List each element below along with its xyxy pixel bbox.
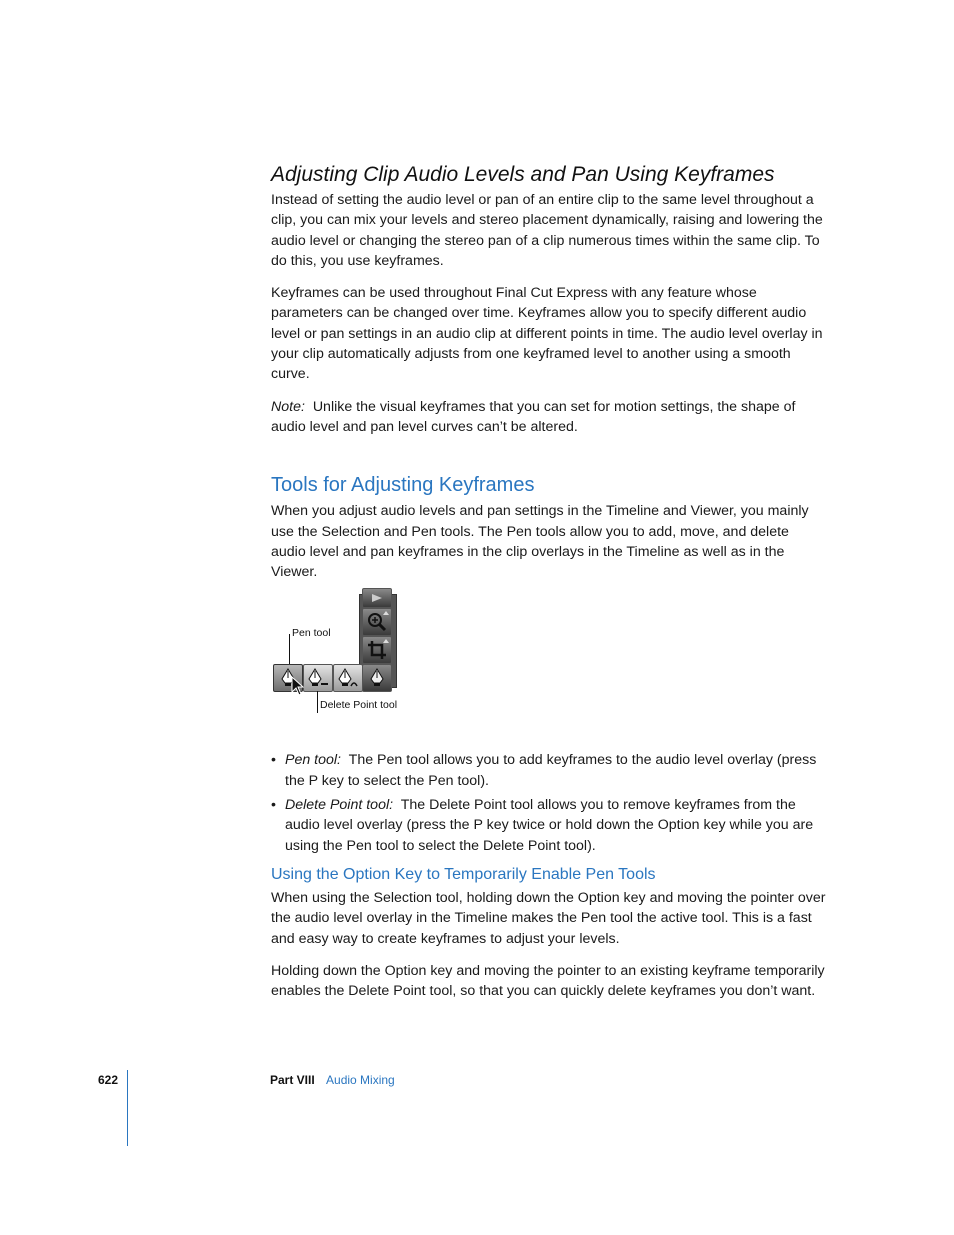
section-title: Adjusting Clip Audio Levels and Pan Using Keyframes: [271, 163, 775, 186]
pen-icon[interactable]: [362, 664, 392, 692]
list-item-label: Delete Point tool:: [285, 797, 394, 814]
paragraph: Holding down the Option key and moving the pointer to an existing keyframe temporarily enables the Delete Point tool, so that you can quickly delete keyframes you don’t want.: [271, 962, 825, 1000]
pen-tools-figure: [271, 594, 826, 744]
selection-icon: [362, 588, 392, 608]
paragraph: When you adjust audio levels and pan settings in the Timeline and Viewer, you mainly use the Selection and Pen tools. The Pen tools allow you to add, move, and delete audio level and pan keyframes in the clip overlays in the Timeline as well as in the Viewer.: [271, 503, 809, 581]
delete-point-callout: Delete Point tool: [320, 699, 398, 712]
list-item: • Pen tool: The Pen tool allows you to add keyframes to the audio level overlay (press the P key to select the Pen tool).: [271, 752, 817, 789]
option-key-title: Using the Option Key to Temporarily Enable Pen Tools: [271, 865, 656, 883]
list-item-text: The Pen tool allows you to add keyframes to the audio level overlay (press the P key to select the Pen tool).: [285, 752, 817, 789]
note-text: Unlike the visual keyframes that you can set for motion settings, the shape of audio level and pan level curves can’t be altered.: [271, 398, 796, 435]
pen-tool-callout: Pen tool: [292, 627, 331, 640]
list-item: • Delete Point tool: The Delete Point tool allows you to remove keyframes from the audio level overlay (press the P key twice or hold down the Option key while you are using the Pen tool to select the Delete Point tool).: [271, 797, 814, 854]
zoom-icon[interactable]: [362, 608, 392, 636]
paragraph: Keyframes can be used throughout Final Cut Express with any feature whose parameters can be changed over time. Keyframes allow you to specify different audio level or pan settings in an audio clip at different points in time. The audio level overlay in your clip automatically adjusts from one keyframed level to another using a smooth curve.: [271, 285, 823, 383]
delete-point-tool-button[interactable]: [303, 664, 333, 692]
delete-point-callout-line: [317, 691, 318, 713]
submenu-indicator-icon: [383, 611, 389, 615]
paragraph: Instead of setting the audio level or pan of an entire clip to the same level throughout a clip, you can mix your levels and stereo placement dynamically, raising and lowering the audio level or changing the stereo pan of a clip numerous times within the same clip. To do this, you use keyframes.: [271, 192, 823, 269]
running-footer: [270, 1073, 395, 1087]
chapter-label: Audio Mixing: [326, 1073, 395, 1087]
tool-list: [271, 750, 826, 855]
page-number: 622: [98, 1073, 119, 1087]
pen-tool-callout-line: [289, 634, 290, 664]
part-label: Part VIII: [270, 1073, 315, 1087]
list-item-text: The Delete Point tool allows you to remove keyframes from the audio level overlay (press the P key twice or hold down the Option key while you are using the Pen tool to select the Delete Point tool).: [285, 797, 814, 854]
page-content: [271, 160, 826, 1013]
tools-title: Tools for Adjusting Keyframes: [271, 474, 535, 497]
submenu-indicator-icon: [383, 639, 389, 643]
pointer-cursor-icon: [291, 676, 305, 696]
note: [271, 397, 826, 438]
smooth-point-tool-button[interactable]: [333, 664, 363, 692]
note-label: Note:: [271, 398, 305, 415]
list-item-label: Pen tool:: [285, 752, 342, 769]
crop-icon[interactable]: [362, 636, 392, 664]
paragraph: When using the Selection tool, holding down the Option key and moving the pointer over the audio level overlay in the Timeline makes the Pen tool the active tool. This is a fast and easy way to create keyframes to adjust your levels.: [271, 889, 826, 947]
footer-rule: [127, 1070, 128, 1146]
